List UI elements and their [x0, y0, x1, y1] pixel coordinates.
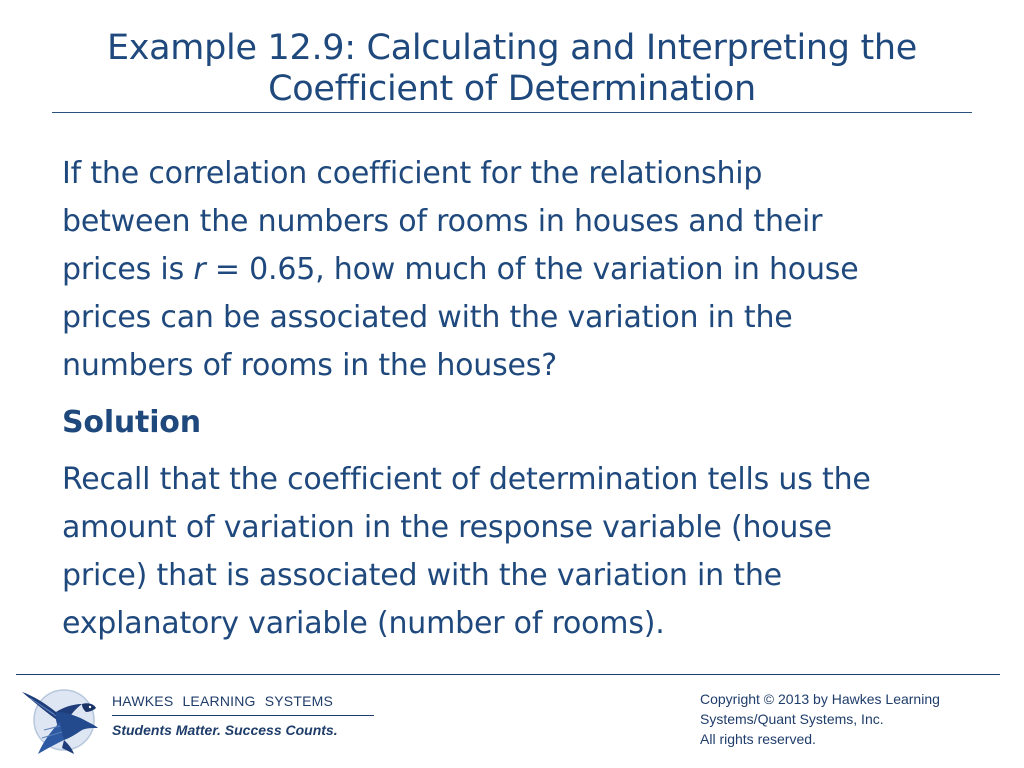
- question-line-1: If the correlation coefficient for the relationship: [62, 156, 763, 191]
- solution-line-3: price) that is associated with the variation in the: [62, 558, 782, 593]
- solution-heading: Solution: [62, 405, 201, 440]
- hawk-logo-icon: [16, 682, 100, 758]
- copyright-line-2: Systems/Quant Systems, Inc.: [700, 711, 884, 727]
- copyright-notice: [700, 689, 1010, 749]
- brand-divider: [112, 715, 374, 716]
- question-line-2: between the numbers of rooms in houses and their: [62, 204, 823, 239]
- solution-line-2: amount of variation in the response variable (house: [62, 510, 832, 545]
- brand-tagline: Students Matter. Success Counts.: [112, 722, 338, 738]
- title-divider: [52, 112, 972, 113]
- correlation-variable: r: [193, 252, 206, 287]
- question-line-4: prices can be associated with the variation in the: [62, 300, 793, 335]
- solution-paragraph: [62, 456, 982, 648]
- slide-title-line-2: Coefficient of Determination: [268, 69, 756, 109]
- slide-title: [40, 28, 984, 110]
- slide-title-line-1: Example 12.9: Calculating and Interpreting the: [106, 28, 918, 68]
- copyright-line-3: All rights reserved.: [700, 731, 816, 747]
- solution-line-1: Recall that the coefficient of determination tells us the: [62, 462, 871, 497]
- copyright-line-1: Copyright © 2013 by Hawkes Learning: [700, 691, 940, 707]
- question-paragraph: [62, 150, 982, 390]
- question-line-5: numbers of rooms in the houses?: [62, 348, 557, 383]
- question-line-3-end: = 0.65, how much of the variation in house: [205, 252, 859, 287]
- brand-name: HAWKES LEARNING SYSTEMS: [112, 693, 334, 709]
- footer-divider: [16, 674, 1000, 675]
- question-line-3-start: prices is: [62, 252, 194, 287]
- slide-body: [62, 150, 982, 648]
- solution-line-4: explanatory variable (number of rooms).: [62, 606, 665, 641]
